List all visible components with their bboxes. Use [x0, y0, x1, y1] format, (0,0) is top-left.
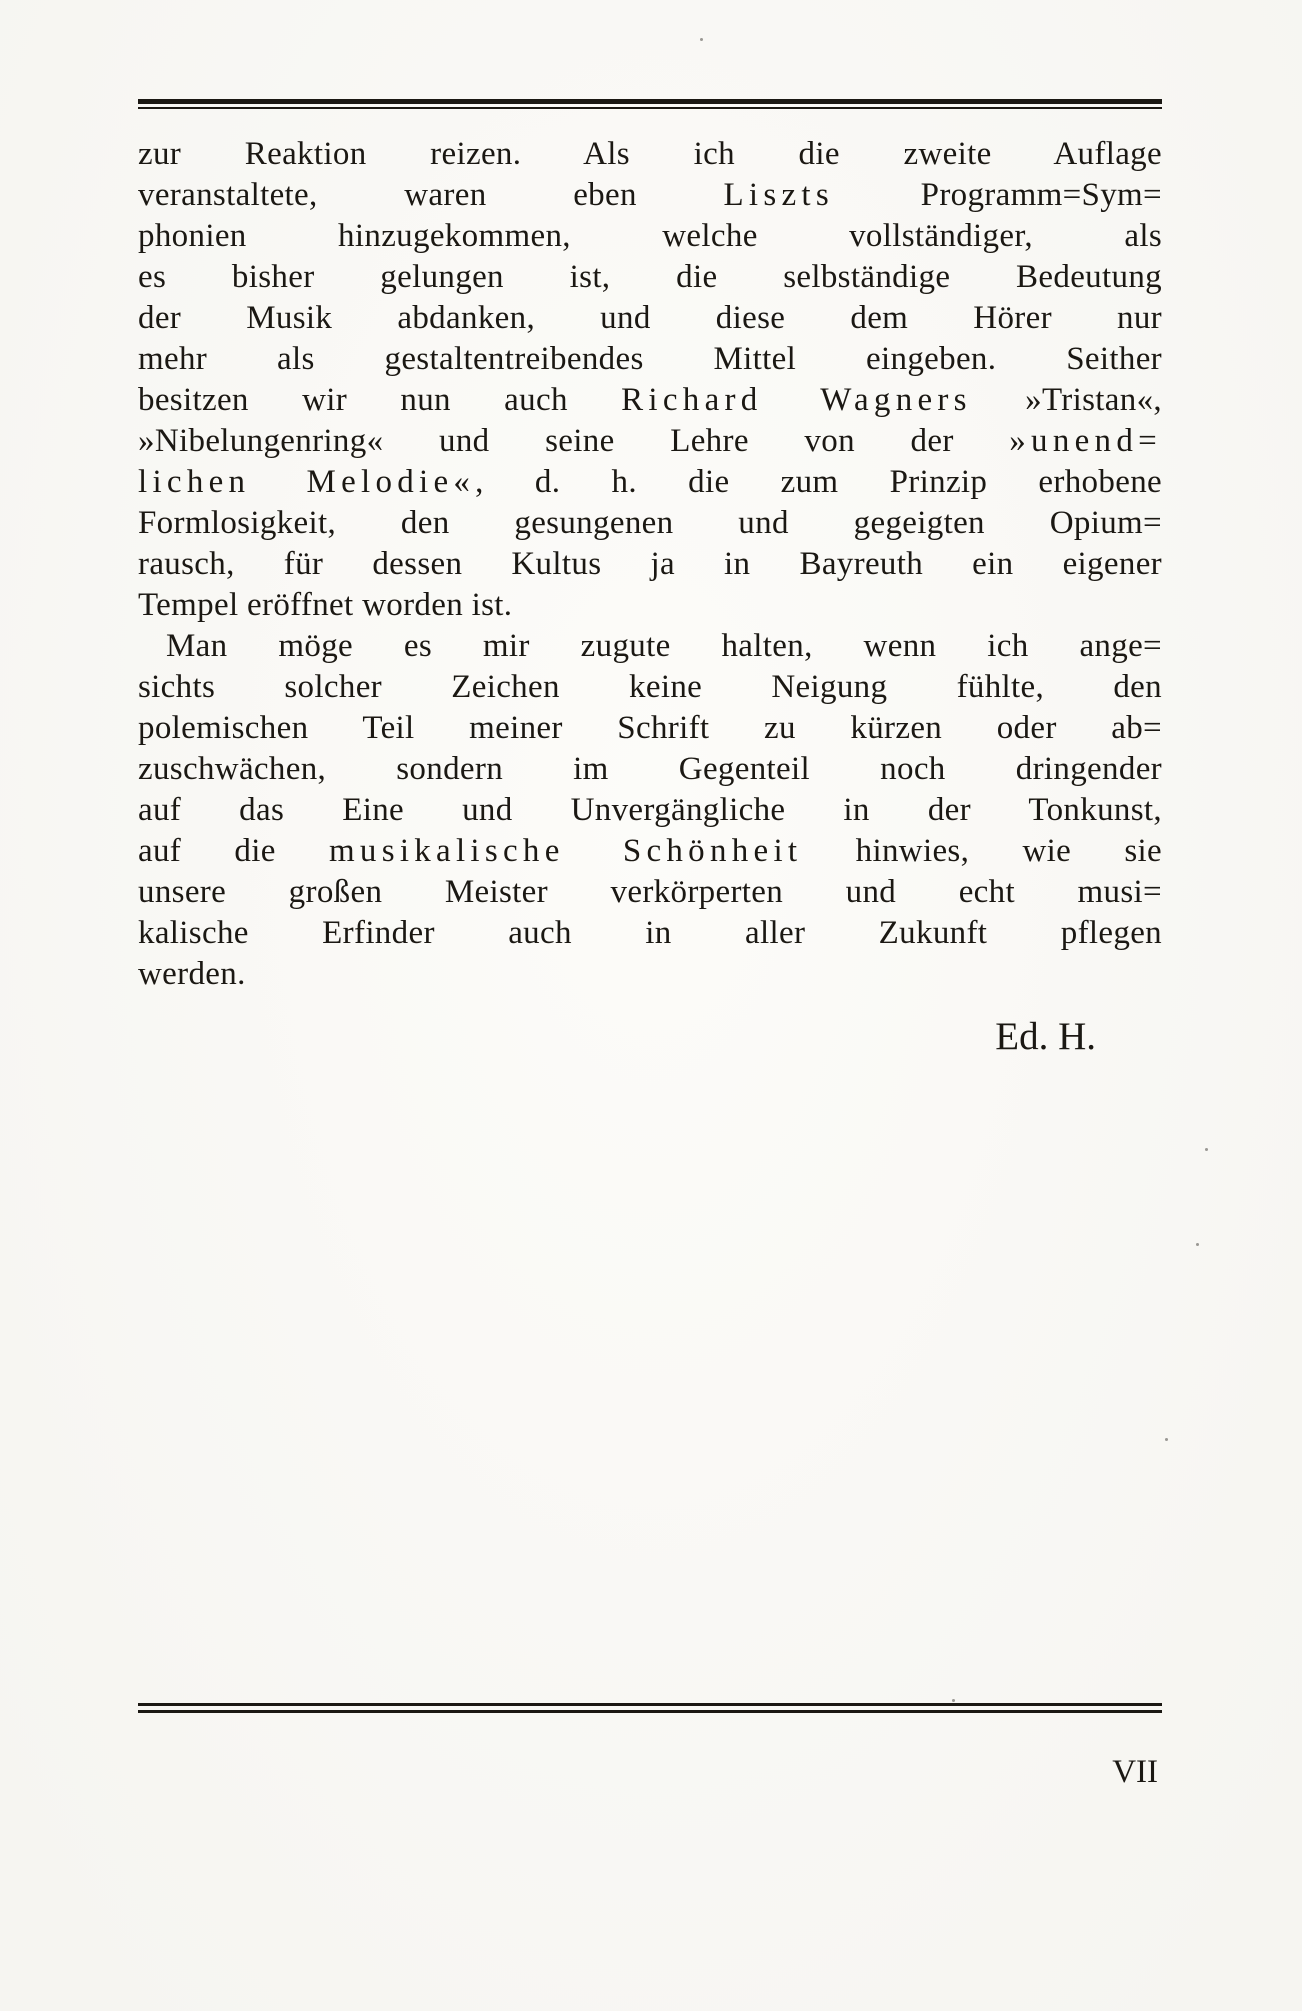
top-rule-thin-line: [138, 107, 1162, 109]
text-segment: Man möge es mir zugute halten, wenn ich ange=: [166, 628, 1162, 664]
text-line: [138, 872, 1162, 913]
text-segment: Formlosigkeit, den gesungenen und gegeigten Opium=: [138, 505, 1162, 541]
text-segment: Liszts: [723, 177, 834, 213]
text-segment: »unend=: [1009, 423, 1162, 459]
text-line: [138, 462, 1162, 503]
text-segment: musikalische Schönheit: [328, 833, 803, 869]
text-segment: unsere großen Meister verkörperten und echt musi=: [138, 874, 1162, 910]
text-line: [138, 380, 1162, 421]
bottom-rule: [138, 1703, 1162, 1713]
text-segment: auf das Eine und Unvergängliche in der Tonkunst,: [138, 792, 1162, 828]
text-line: [138, 913, 1162, 954]
text-segment: auf die: [138, 833, 329, 869]
text-line: [138, 503, 1162, 544]
text-segment: , d. h. die zum Prinzip erhobene: [475, 464, 1162, 500]
text-segment: Richard Wagners: [621, 382, 972, 418]
text-segment: phonien hinzugekommen, welche vollständiger, als: [138, 218, 1162, 254]
text-segment: der Musik abdanken, und diese dem Hörer nur: [138, 300, 1162, 336]
text-segment: sichts solcher Zeichen keine Neigung fühlte, den: [138, 669, 1162, 705]
signature: Ed. H.: [995, 1015, 1096, 1058]
top-rule-thick-line: [138, 99, 1162, 104]
text-line: [138, 339, 1162, 380]
text-segment: mehr als gestaltentreibendes Mittel eingeben. Seither: [138, 341, 1162, 377]
text-block: [138, 134, 1162, 995]
text-segment: rausch, für dessen Kultus ja in Bayreuth ein eigener: [138, 546, 1162, 582]
text-line: [138, 708, 1162, 749]
text-segment: Tempel eröffnet worden ist.: [138, 587, 513, 623]
text-line: [138, 257, 1162, 298]
text-line: [138, 216, 1162, 257]
text-line: [138, 421, 1162, 462]
text-line: [138, 954, 1162, 995]
text-line: [138, 831, 1162, 872]
text-line: [138, 626, 1162, 667]
text-line: [138, 544, 1162, 585]
text-segment: es bisher gelungen ist, die selbständige Bedeutung: [138, 259, 1162, 295]
text-segment: werden.: [138, 956, 246, 992]
text-segment: hinwies, wie sie: [802, 833, 1162, 869]
text-segment: »Tristan«,: [971, 382, 1162, 418]
bottom-rule-lower-line: [138, 1710, 1162, 1713]
text-line: [138, 749, 1162, 790]
text-line: [138, 585, 1162, 626]
top-rule: [138, 99, 1162, 109]
text-segment: kalische Erfinder auch in aller Zukunft pflegen: [138, 915, 1162, 951]
text-segment: zuschwächen, sondern im Gegenteil noch dringender: [138, 751, 1162, 787]
text-line: [138, 298, 1162, 339]
page-number: VII: [1112, 1754, 1158, 1790]
text-segment: veranstaltete, waren eben: [138, 177, 724, 213]
text-segment: zur Reaktion reizen. Als ich die zweite Auflage: [138, 136, 1162, 172]
text-segment: lichen Melodie«: [138, 464, 476, 500]
text-segment: »Nibelungenring« und seine Lehre von der: [138, 423, 1010, 459]
text-line: [138, 790, 1162, 831]
text-segment: polemischen Teil meiner Schrift zu kürzen oder ab=: [138, 710, 1162, 746]
text-segment: besitzen wir nun auch: [138, 382, 622, 418]
text-line: [138, 175, 1162, 216]
text-segment: Programm=Sym=: [833, 177, 1162, 213]
text-line: [138, 134, 1162, 175]
text-line: [138, 667, 1162, 708]
bottom-rule-upper-line: [138, 1703, 1162, 1706]
